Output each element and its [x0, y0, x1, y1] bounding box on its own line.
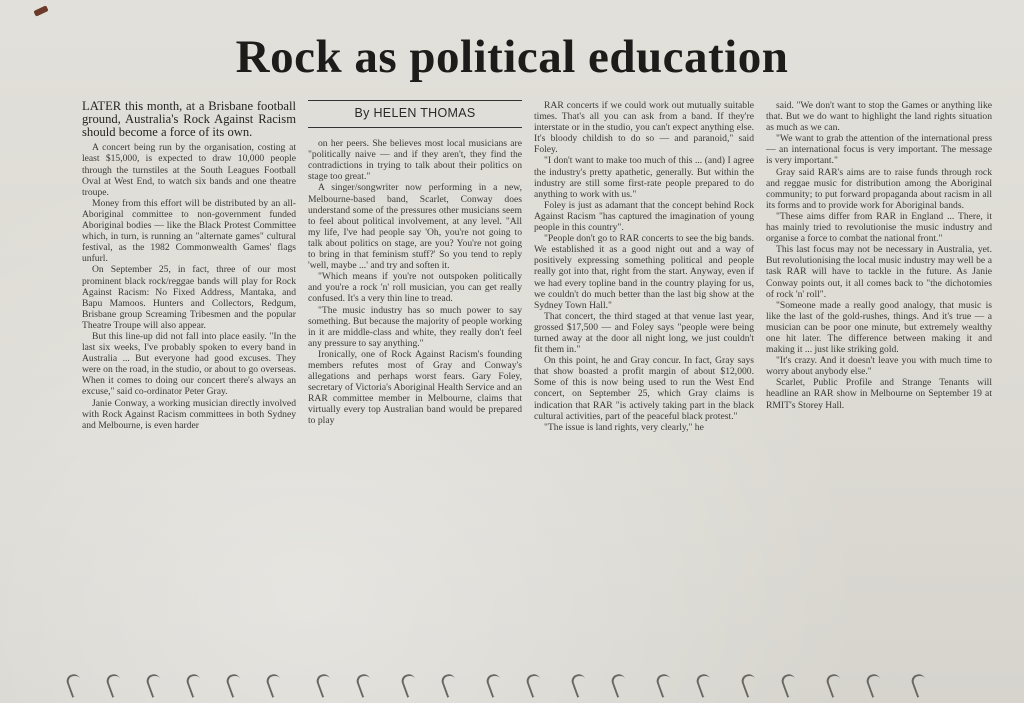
binder-ring: [865, 672, 886, 697]
binder-ring: [525, 672, 546, 697]
binder-ring: [400, 672, 421, 697]
article-column-4: [766, 100, 992, 411]
paragraph: said. "We don't want to stop the Games or anything like that. But we do want to highlight the land rights situation as much as we can.: [766, 100, 992, 134]
paragraph: Ironically, one of Rock Against Racism's founding members refutes most of Gray and Conway's allegations and perhaps worst fears. Gary Foley, secretary of Victoria's Aboriginal Health Service and an RAR committee member in Melbourne, claims that virtually every top Australian band would be prepared to play: [308, 348, 522, 427]
binder-ring: [355, 672, 376, 697]
binder-ring: [315, 672, 336, 697]
paragraph: "Which means if you're not outspoken politically and you're a rock 'n' roll musician, you can get really confused. It's a very thin line to tread.: [308, 271, 522, 305]
paragraph: "It's crazy. And it doesn't leave you with much time to worry about anybody else.": [766, 355, 992, 378]
paragraph: But this line-up did not fall into place easily. "In the last six weeks, I've probably spoken to every band in Australia ... But everyone had good excuses. They were on the road, in the studio, or about to go overseas. When it comes to doing our concert there's always an excuse," said co-ordinator Peter Gray.: [82, 330, 296, 398]
paragraph: Money from this effort will be distributed by an all-Aboriginal committee to non-government funded Aboriginal bodies — like the Black Protest Committee which, in turn, is running an "alternate games" cultural festival, as the 1982 Commonwealth Games' flags unfurl.: [82, 197, 296, 265]
binder-ring: [655, 672, 676, 697]
binder-ring: [485, 672, 506, 697]
paragraph: This last focus may not be necessary in Australia, yet. But revolutionising the local music industry may well be a task RAR will have to tackle in the future. As Janie Conway points out, it all comes back to "the dichotomies of rock 'n' roll".: [766, 244, 992, 300]
binder-ring: [780, 672, 801, 697]
paragraph: Gray said RAR's aims are to raise funds through rock and reggae music for distribution among the Aboriginal community; to put forward propaganda about racism in all its forms and to provide work for Aboriginal bands.: [766, 166, 992, 211]
headline: Rock as political education: [235, 31, 789, 83]
paragraph: Scarlet, Public Profile and Strange Tenants will headline an RAR show in Melbourne on September 19 at RMIT's Storey Hall.: [766, 377, 992, 411]
binder-ring: [740, 672, 761, 697]
binder-ring: [105, 672, 126, 697]
binder-rings: [68, 674, 948, 698]
paragraph: RAR concerts if we could work out mutually suitable times. That's all you can ask from a band. If they're interstate or in the studio, you can't expect anything else. It's bloody childish to do so — and paranoid," said Foley.: [534, 100, 754, 156]
paragraph: on her peers. She believes most local musicians are "politically naive — and if they aren't, they find the contradictions in trying to talk about their politics on stage too great.": [308, 138, 522, 183]
binder-ring: [225, 672, 246, 697]
ink-speck: [33, 5, 48, 16]
paragraph: On this point, he and Gray concur. In fact, Gray says that show boasted a profit margin of about $12,000. Some of this is now being used to run the West End concert, on September 25, which Gray claims is indication that RAR "is actively taking part in the black cultural activities, part of the peaceful black protest.": [534, 355, 754, 422]
byline-rule-bottom: [308, 127, 522, 128]
byline: By HELEN THOMAS: [354, 106, 476, 120]
paragraph: Foley is just as adamant that the concept behind Rock Against Racism "has captured the imagination of young people in this country".: [534, 199, 754, 234]
paragraph: "We want to grab the attention of the international press — an international focus is very important. The message is very important.": [766, 133, 992, 167]
paragraph: "Someone made a really good analogy, that music is like the last of the gold-rushes, things. And it's true — a musician can be poor one minute, but extremely wealthy one hit later. The difference between making it and making it ... just like striking gold.: [766, 299, 992, 356]
binder-ring: [265, 672, 286, 697]
binder-ring: [440, 672, 461, 697]
binder-ring: [65, 672, 86, 697]
paragraph: On September 25, in fact, three of our most prominent black rock/reggae bands will play for Rock Against Racism: No Fixed Address, Mantaka, and Bapu Mamoos. Hunters and Collectors, Redgum, Brisbane group Screaming Tribesmen and the popular Theatre Troupe will also appear.: [82, 264, 296, 331]
article-column-1: [82, 100, 296, 431]
binder-ring: [825, 672, 846, 697]
paragraph: Janie Conway, a working musician directly involved with Rock Against Racism committees in both Sydney and Melbourne, is even harder: [82, 397, 296, 431]
lead-paragraph: LATER this month, at a Brisbane football ground, Australia's Rock Against Racism should become a force of its own.: [82, 99, 296, 139]
paragraph: "I don't want to make too much of this ... (and) I agree the industry's pretty apathetic, generally. But within the industry are still some first-rate people prepared to do anything to work with us.": [534, 155, 754, 200]
paragraph: A concert being run by the organisation, costing at least $15,000, is expected to draw 10,000 people through the turnstiles at the South Leagues Football Oval at West End, to watch six bands and one theatre troupe.: [82, 142, 296, 198]
paragraph: "People don't go to RAR concerts to see the big bands. We established it as a good night out and a way of positively expressing something political and people really got into that, right from the start. Anyway, even if we had every topline band in the country playing for us, we couldn't do much better than the last big show at the Sydney Town Hall.": [534, 233, 755, 311]
paragraph: "These aims differ from RAR in England ... There, it has mainly tried to revolutionise the music industry and organise a force to combat the national front.": [766, 210, 992, 245]
byline-block: [308, 100, 522, 128]
paragraph: "The music industry has so much power to say something. But because the majority of people working in it are middle-class and white, they really don't feel any pressure to say anything.": [308, 304, 522, 349]
paragraph: "The issue is land rights, very clearly," he: [544, 421, 704, 433]
paragraph: That concert, the third staged at that venue last year, grossed $17,500 — and Foley says "people were being turned away at the door all night long, we just couldn't fit them in.": [534, 310, 754, 356]
paragraph: A singer/songwriter now performing in a new, Melbourne-based band, Scarlet, Conway does understand some of the pressures other musicians seem to feel about political involvement, at any level. "All my life, I've had people say 'Oh, you're not going to talk about politics on stage, are you? You're not going to bring in that feminism stuff?' So you tend to reply 'well, maybe ...' and try and soften it.: [308, 182, 522, 272]
binder-ring: [570, 672, 591, 697]
article-column-3: [534, 100, 754, 433]
binder-ring: [185, 672, 206, 697]
binder-ring: [610, 672, 631, 697]
article-column-2: [308, 100, 522, 427]
binder-ring: [145, 672, 166, 697]
binder-ring: [910, 672, 931, 697]
binder-ring: [695, 672, 716, 697]
